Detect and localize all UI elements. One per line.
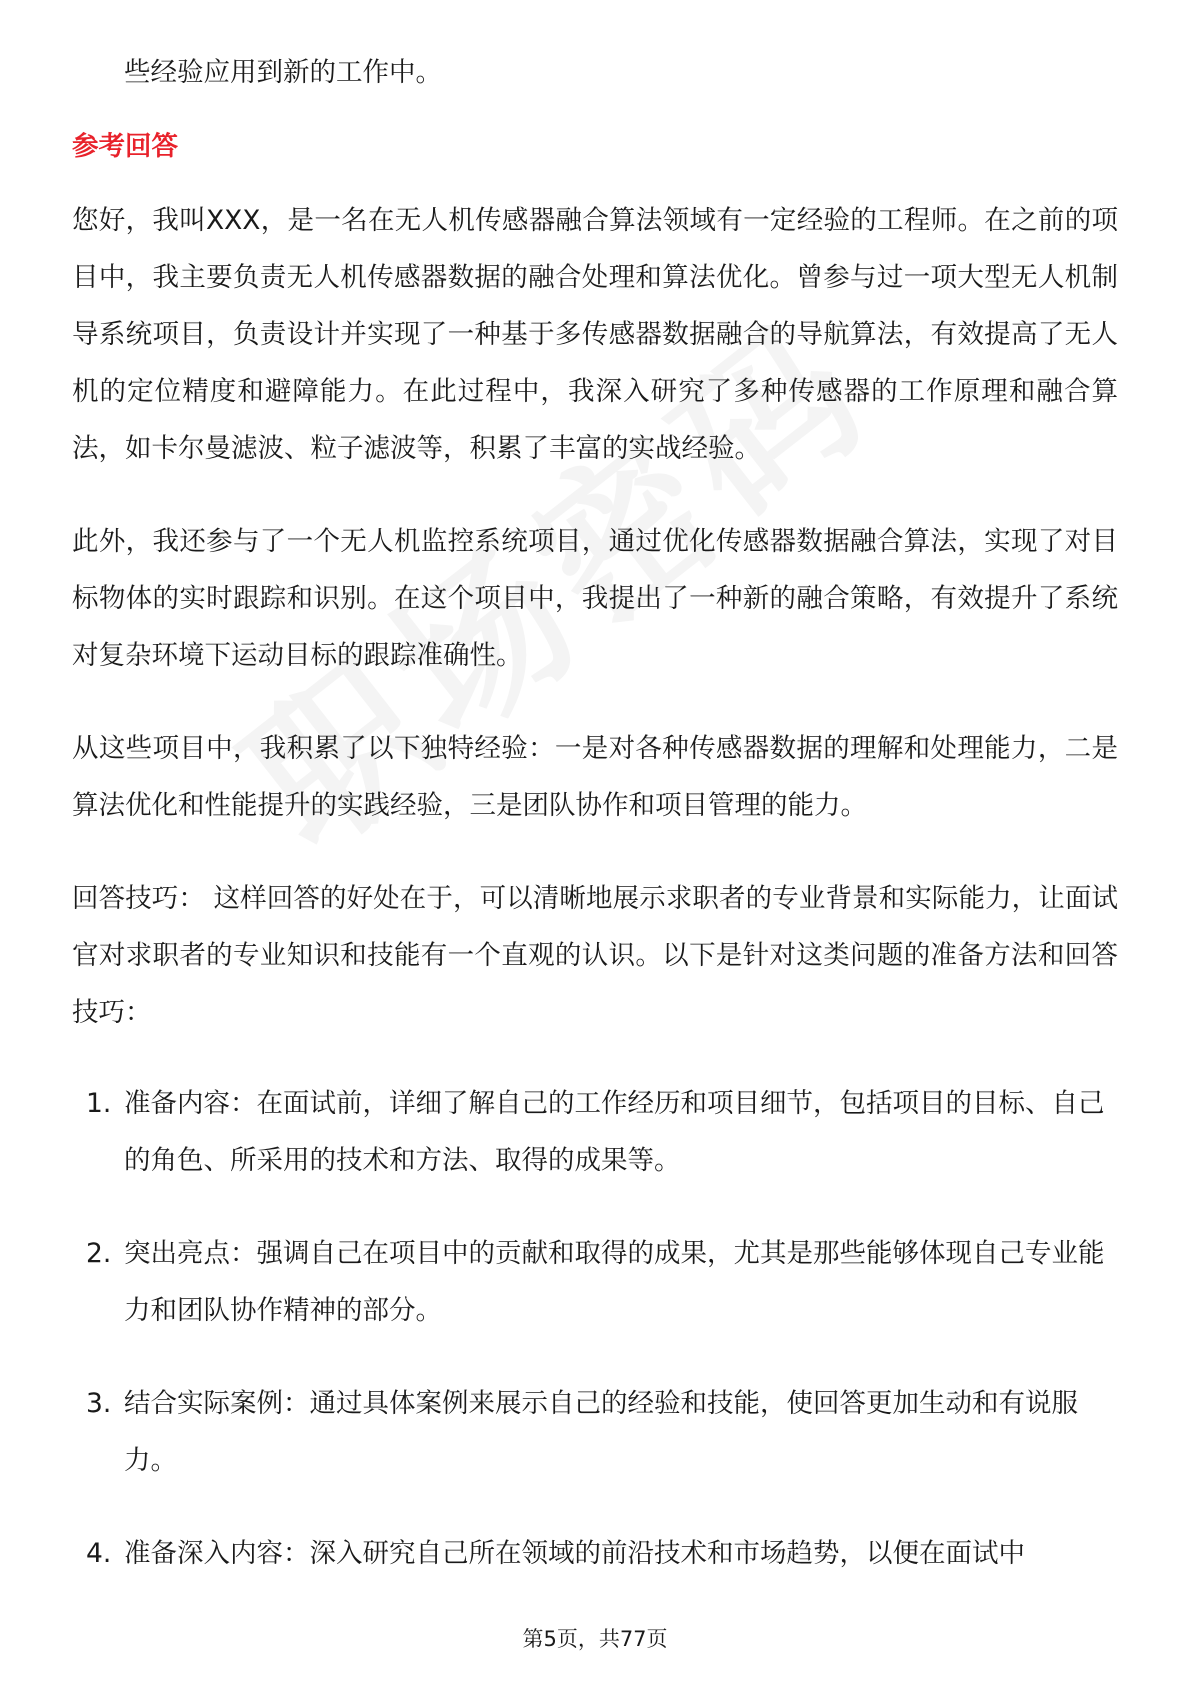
- page-number-footer: 第5页，共77页: [522, 1627, 668, 1651]
- list-text: 突出亮点：强调自己在项目中的贡献和取得的成果，尤其是那些能够体现自己专业能力和团队协作精神的部分。: [124, 1238, 1105, 1326]
- paragraph-intro: 您好，我叫XXX，是一名在无人机传感器融合算法领域有一定经验的工程师。在之前的项目中，我主要负责无人机传感器数据的融合处理和算法优化。曾参与过一项大型无人机制导系统项目，负责设计并实现了一种基于多传感器数据融合的导航算法，有效提高了无人机的定位精度和避障能力。在此过程中，我深入研究了多种传感器的工作原理和融合算法，如卡尔曼滤波、粒子滤波等，积累了丰富的实战经验。: [72, 205, 1118, 464]
- list-text: 结合实际案例：通过具体案例来展示自己的经验和技能，使回答更加生动和有说服力。: [124, 1388, 1078, 1476]
- lead-text: 些经验应用到新的工作中。: [124, 57, 442, 88]
- page-content: [72, 44, 1118, 1618]
- list-item: [72, 1225, 1118, 1339]
- section-heading: 参考回答: [72, 131, 178, 162]
- tips-list: [72, 1075, 1118, 1582]
- list-item: [72, 1075, 1118, 1189]
- list-number: 3.: [86, 1388, 112, 1419]
- list-number: 4.: [86, 1538, 112, 1569]
- paragraph-experience: 从这些项目中，我积累了以下独特经验：一是对各种传感器数据的理解和处理能力，二是算法优化和性能提升的实践经验，三是团队协作和项目管理的能力。: [72, 733, 1118, 821]
- list-number: 2.: [86, 1238, 112, 1269]
- list-item: [72, 1375, 1118, 1489]
- list-item: [72, 1525, 1118, 1582]
- list-text: 准备内容：在面试前，详细了解自己的工作经历和项目细节，包括项目的目标、自己的角色、所采用的技术和方法、取得的成果等。: [124, 1088, 1105, 1176]
- list-number: 1.: [86, 1088, 112, 1119]
- list-text: 准备深入内容：深入研究自己所在领域的前沿技术和市场趋势，以便在面试中: [124, 1538, 1025, 1569]
- paragraph-tips: 回答技巧： 这样回答的好处在于，可以清晰地展示求职者的专业背景和实际能力，让面试官对求职者的专业知识和技能有一个直观的认识。以下是针对这类问题的准备方法和回答技巧：: [72, 883, 1118, 1028]
- paragraph-project: 此外，我还参与了一个无人机监控系统项目，通过优化传感器数据融合算法，实现了对目标物体的实时跟踪和识别。在这个项目中，我提出了一种新的融合策略，有效提升了系统对复杂环境下运动目标的跟踪准确性。: [72, 526, 1118, 671]
